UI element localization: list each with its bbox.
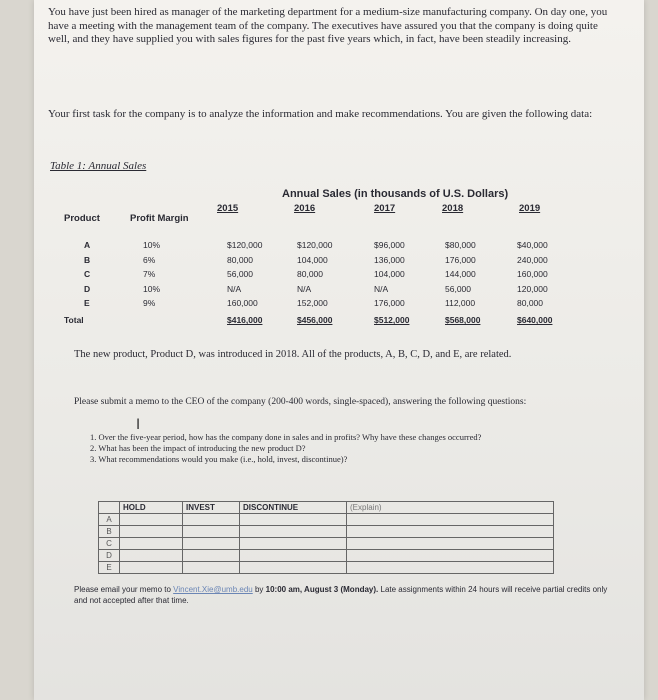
year-header: 2015 (217, 203, 239, 214)
sales-cell: $120,000 (297, 240, 333, 250)
invest-header: INVEST (183, 502, 240, 514)
sales-row (34, 284, 634, 295)
hold-cell (120, 538, 183, 550)
invest-cell (183, 562, 240, 574)
sales-cell: 144,000 (445, 269, 476, 279)
discontinue-cell (240, 538, 347, 550)
invest-cell (183, 514, 240, 526)
discontinue-cell (240, 550, 347, 562)
question-item: 2. What has been the impact of introducing the new product D? (90, 443, 306, 453)
invest-cell (183, 538, 240, 550)
sales-cell: 120,000 (517, 283, 548, 294)
recommendation-row (99, 514, 554, 526)
total-row (34, 315, 634, 326)
year-header: 2019 (519, 203, 541, 214)
sales-cell: 80,000 (227, 254, 253, 265)
task-paragraph: Your first task for the company is to analyze the information and make recommendations. You are given the following data: (48, 108, 593, 120)
sales-cell: N/A (227, 283, 242, 294)
total-cell: $568,000 (445, 315, 481, 325)
email-middle: by (252, 585, 266, 594)
sales-row (34, 240, 634, 251)
margin-cell: 10% (143, 240, 161, 250)
invest-cell (183, 550, 240, 562)
sales-cell: 176,000 (445, 254, 476, 265)
total-cell: $640,000 (517, 315, 553, 325)
sales-row (34, 269, 634, 280)
product-cell: D (84, 283, 91, 294)
questions-list (90, 432, 570, 465)
sales-cell: $40,000 (517, 240, 548, 250)
intro-paragraph: You have just been hired as manager of the marketing department for a medium-size manufacturing company. On day one, you have a meeting with the management team of the company. The executives have assured you that the company is doing quite well, and they have supplied you with sales figures for the past five years which, in fact, have been steadily increasing. (48, 6, 608, 45)
margin-header: Profit Margin (130, 213, 189, 224)
total-label: Total (64, 315, 84, 325)
text-cursor-icon: I (136, 417, 141, 433)
recommendation-row (99, 550, 554, 562)
recommendation-body (99, 514, 554, 574)
sales-cell: 80,000 (517, 298, 543, 308)
margin-cell: 7% (143, 269, 156, 279)
sales-cell: N/A (374, 283, 389, 294)
discontinue-cell (240, 562, 347, 574)
recommendation-product-label: C (99, 538, 120, 550)
sales-cell: $96,000 (374, 240, 405, 250)
sales-table-title: Annual Sales (in thousands of U.S. Dollars) (282, 188, 509, 200)
email-address-link[interactable]: Vincent.Xie@umb.edu (173, 585, 253, 594)
hold-cell (120, 562, 183, 574)
email-instructions (74, 584, 614, 606)
total-cell: $456,000 (297, 315, 333, 325)
margin-cell: 10% (143, 283, 161, 294)
sales-cell: 240,000 (517, 254, 548, 265)
sales-cell: N/A (297, 283, 312, 294)
explain-cell (347, 538, 554, 550)
sales-cell: 160,000 (227, 298, 258, 308)
recommendation-product-label: E (99, 562, 120, 574)
year-header: 2016 (294, 203, 316, 214)
new-product-note: The new product, Product D, was introduced in 2018. All of the products, A, B, C, D, and E, are related. (74, 349, 512, 360)
total-cell: $416,000 (227, 315, 263, 325)
margin-cell: 6% (143, 254, 156, 265)
sales-cell: 152,000 (297, 298, 328, 308)
sales-cell: 176,000 (374, 298, 405, 308)
sales-cell: 56,000 (445, 283, 471, 294)
table-title: Table 1: Annual Sales (50, 160, 147, 172)
recommendation-row (99, 538, 554, 550)
product-cell: A (84, 240, 91, 250)
hold-cell (120, 514, 183, 526)
sales-cell: 112,000 (445, 298, 476, 308)
hold-cell (120, 526, 183, 538)
email-deadline: 10:00 am, August 3 (Monday). (265, 585, 379, 594)
hold-cell (120, 550, 183, 562)
recommendation-header-row (99, 502, 554, 514)
email-suffix: Late assignments within 24 hours will receive partial credits only and not accepted after that time. (74, 585, 608, 605)
question-item: 1. Over the five-year period, how has the company done in sales and in profits? Why have these changes occurred? (90, 432, 482, 442)
sales-cell: 136,000 (374, 254, 405, 265)
total-cell: $512,000 (374, 315, 410, 325)
explain-cell (347, 526, 554, 538)
invest-cell (183, 526, 240, 538)
sales-cell: $120,000 (227, 240, 263, 250)
sales-cell: 104,000 (297, 254, 328, 265)
recommendation-table (98, 501, 554, 574)
explain-cell (347, 562, 554, 574)
discontinue-header: DISCONTINUE (240, 502, 347, 514)
margin-cell: 9% (143, 298, 156, 308)
sales-row (34, 255, 634, 266)
explain-header: (Explain) (347, 502, 554, 514)
recommendation-row (99, 562, 554, 574)
discontinue-cell (240, 514, 347, 526)
sales-cell: 56,000 (227, 269, 253, 279)
recommendation-product-label: B (99, 526, 120, 538)
recommendation-row (99, 526, 554, 538)
year-header: 2017 (374, 203, 396, 214)
recommendation-product-label: A (99, 514, 120, 526)
sales-cell: 104,000 (374, 269, 405, 279)
sales-cell: 160,000 (517, 269, 548, 279)
sales-row (34, 298, 634, 309)
product-cell: C (84, 269, 91, 279)
product-cell: E (84, 298, 90, 308)
submit-instructions: Please submit a memo to the CEO of the company (200-400 words, single-spaced), answering the following questions: (74, 397, 527, 407)
sales-cell: $80,000 (445, 240, 476, 250)
explain-cell (347, 550, 554, 562)
document-page (34, 0, 644, 700)
discontinue-cell (240, 526, 347, 538)
blank-header (99, 502, 120, 514)
product-header: Product (64, 213, 100, 224)
question-item: 3. What recommendations would you make (i.e., hold, invest, discontinue)? (90, 454, 348, 464)
email-prefix: Please email your memo to (74, 585, 174, 594)
sales-cell: 80,000 (297, 269, 323, 279)
year-header: 2018 (442, 203, 464, 214)
product-cell: B (84, 254, 91, 265)
recommendation-product-label: D (99, 550, 120, 562)
explain-cell (347, 514, 554, 526)
hold-header: HOLD (120, 502, 183, 514)
